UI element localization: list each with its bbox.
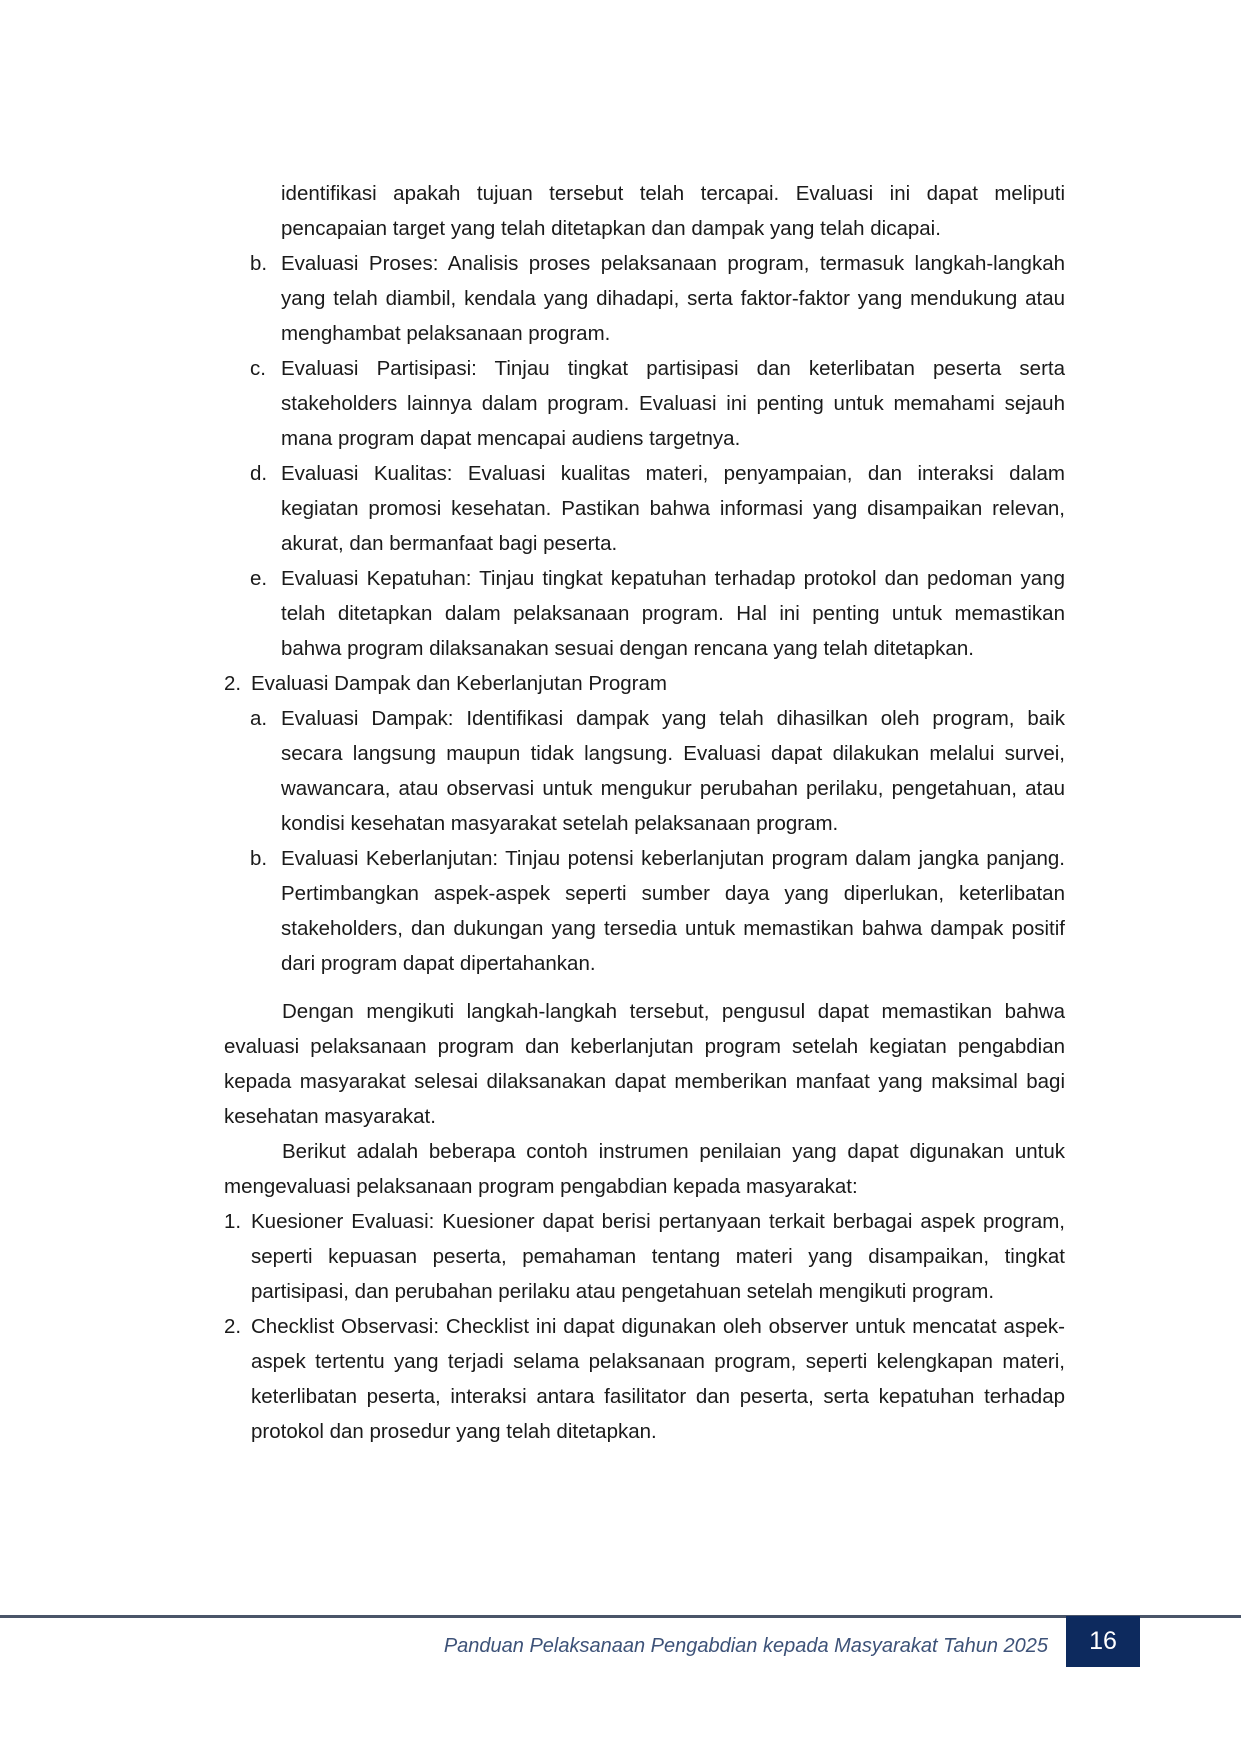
list-marker: 1. — [224, 1210, 242, 1233]
body-paragraph: Berikut adalah beberapa contoh instrumen penilaian yang dapat digunakan untuk mengevaluasi pelaksanaan program pengabdian kepada masyarakat: — [224, 1140, 1065, 1198]
item-text: Evaluasi Kepatuhan: Tinjau tingkat kepatuhan terhadap protokol dan pedoman yang telah ditetapkan dalam pelaksanaan program. Hal ini penting untuk memastikan bahwa program dilaksanakan sesuai dengan rencana yang telah ditetapkan. — [281, 567, 1065, 660]
body-paragraph: Dengan mengikuti langkah-langkah tersebut, pengusul dapat memastikan bahwa evaluasi pelaksanaan program dan keberlanjutan program setelah kegiatan pengabdian kepada masyarakat selesai dilaksanakan dapat memberikan manfaat yang maksimal bagi kesehatan masyarakat. — [224, 1000, 1065, 1128]
list-item — [224, 456, 1065, 561]
list-item — [224, 1204, 1065, 1309]
document-body — [224, 176, 1065, 1449]
list-item — [224, 246, 1065, 351]
list-item-continuation — [224, 176, 1065, 246]
section-heading — [224, 666, 1065, 701]
list-item — [224, 701, 1065, 841]
list-marker: 2. — [224, 1315, 242, 1338]
footer-divider — [0, 1615, 1241, 1618]
list-marker: c. — [250, 357, 266, 380]
list-item — [224, 841, 1065, 981]
list-item — [224, 351, 1065, 456]
item-text: Evaluasi Kualitas: Evaluasi kualitas materi, penyampaian, dan interaksi dalam kegiatan promosi kesehatan. Pastikan bahwa informasi yang disampaikan relevan, akurat, dan bermanfaat bagi peserta. — [281, 462, 1065, 555]
page-number: 16 — [1066, 1616, 1140, 1667]
list-marker: b. — [250, 252, 268, 275]
list-marker: a. — [250, 707, 268, 730]
list-item — [224, 561, 1065, 666]
section-title: Evaluasi Dampak dan Keberlanjutan Program — [251, 672, 667, 695]
item-text: Evaluasi Partisipasi: Tinjau tingkat partisipasi dan keterlibatan peserta serta stakeholders lainnya dalam program. Evaluasi ini penting untuk memahami sejauh mana program dapat mencapai audiens targetnya. — [281, 357, 1065, 450]
item-text: Checklist Observasi: Checklist ini dapat digunakan oleh observer untuk mencatat aspek-aspek tertentu yang terjadi selama pelaksanaan program, seperti kelengkapan materi, keterlibatan peserta, interaksi antara fasilitator dan peserta, serta kepatuhan terhadap protokol dan prosedur yang telah ditetapkan. — [251, 1315, 1065, 1443]
list-marker: e. — [250, 567, 268, 590]
item-text: Evaluasi Proses: Analisis proses pelaksanaan program, termasuk langkah-langkah yang telah diambil, kendala yang dihadapi, serta faktor-faktor yang mendukung atau menghambat pelaksanaan program. — [281, 252, 1065, 345]
item-text: Evaluasi Dampak: Identifikasi dampak yang telah dihasilkan oleh program, baik secara langsung maupun tidak langsung. Evaluasi dapat dilakukan melalui survei, wawancara, atau observasi untuk mengukur perubahan perilaku, pengetahuan, atau kondisi kesehatan masyarakat setelah pelaksanaan program. — [281, 707, 1065, 835]
list-marker: b. — [250, 847, 268, 870]
list-marker: d. — [250, 462, 268, 485]
item-text: Kuesioner Evaluasi: Kuesioner dapat berisi pertanyaan terkait berbagai aspek program, seperti kepuasan peserta, pemahaman tentang materi yang disampaikan, tingkat partisipasi, dan perubahan perilaku atau pengetahuan setelah mengikuti program. — [251, 1210, 1065, 1303]
list-item — [224, 1309, 1065, 1449]
list-marker: 2. — [224, 672, 242, 695]
item-text: identifikasi apakah tujuan tersebut telah tercapai. Evaluasi ini dapat meliputi pencapaian target yang telah ditetapkan dan dampak yang telah dicapai. — [281, 182, 1065, 240]
item-text: Evaluasi Keberlanjutan: Tinjau potensi keberlanjutan program dalam jangka panjang. Pertimbangkan aspek-aspek seperti sumber daya yang diperlukan, keterlibatan stakeholders, dan dukungan yang tersedia untuk memastikan bahwa dampak positif dari program dapat dipertahankan. — [281, 847, 1065, 975]
footer-title: Panduan Pelaksanaan Pengabdian kepada Masyarakat Tahun 2025 — [443, 1635, 1048, 1657]
